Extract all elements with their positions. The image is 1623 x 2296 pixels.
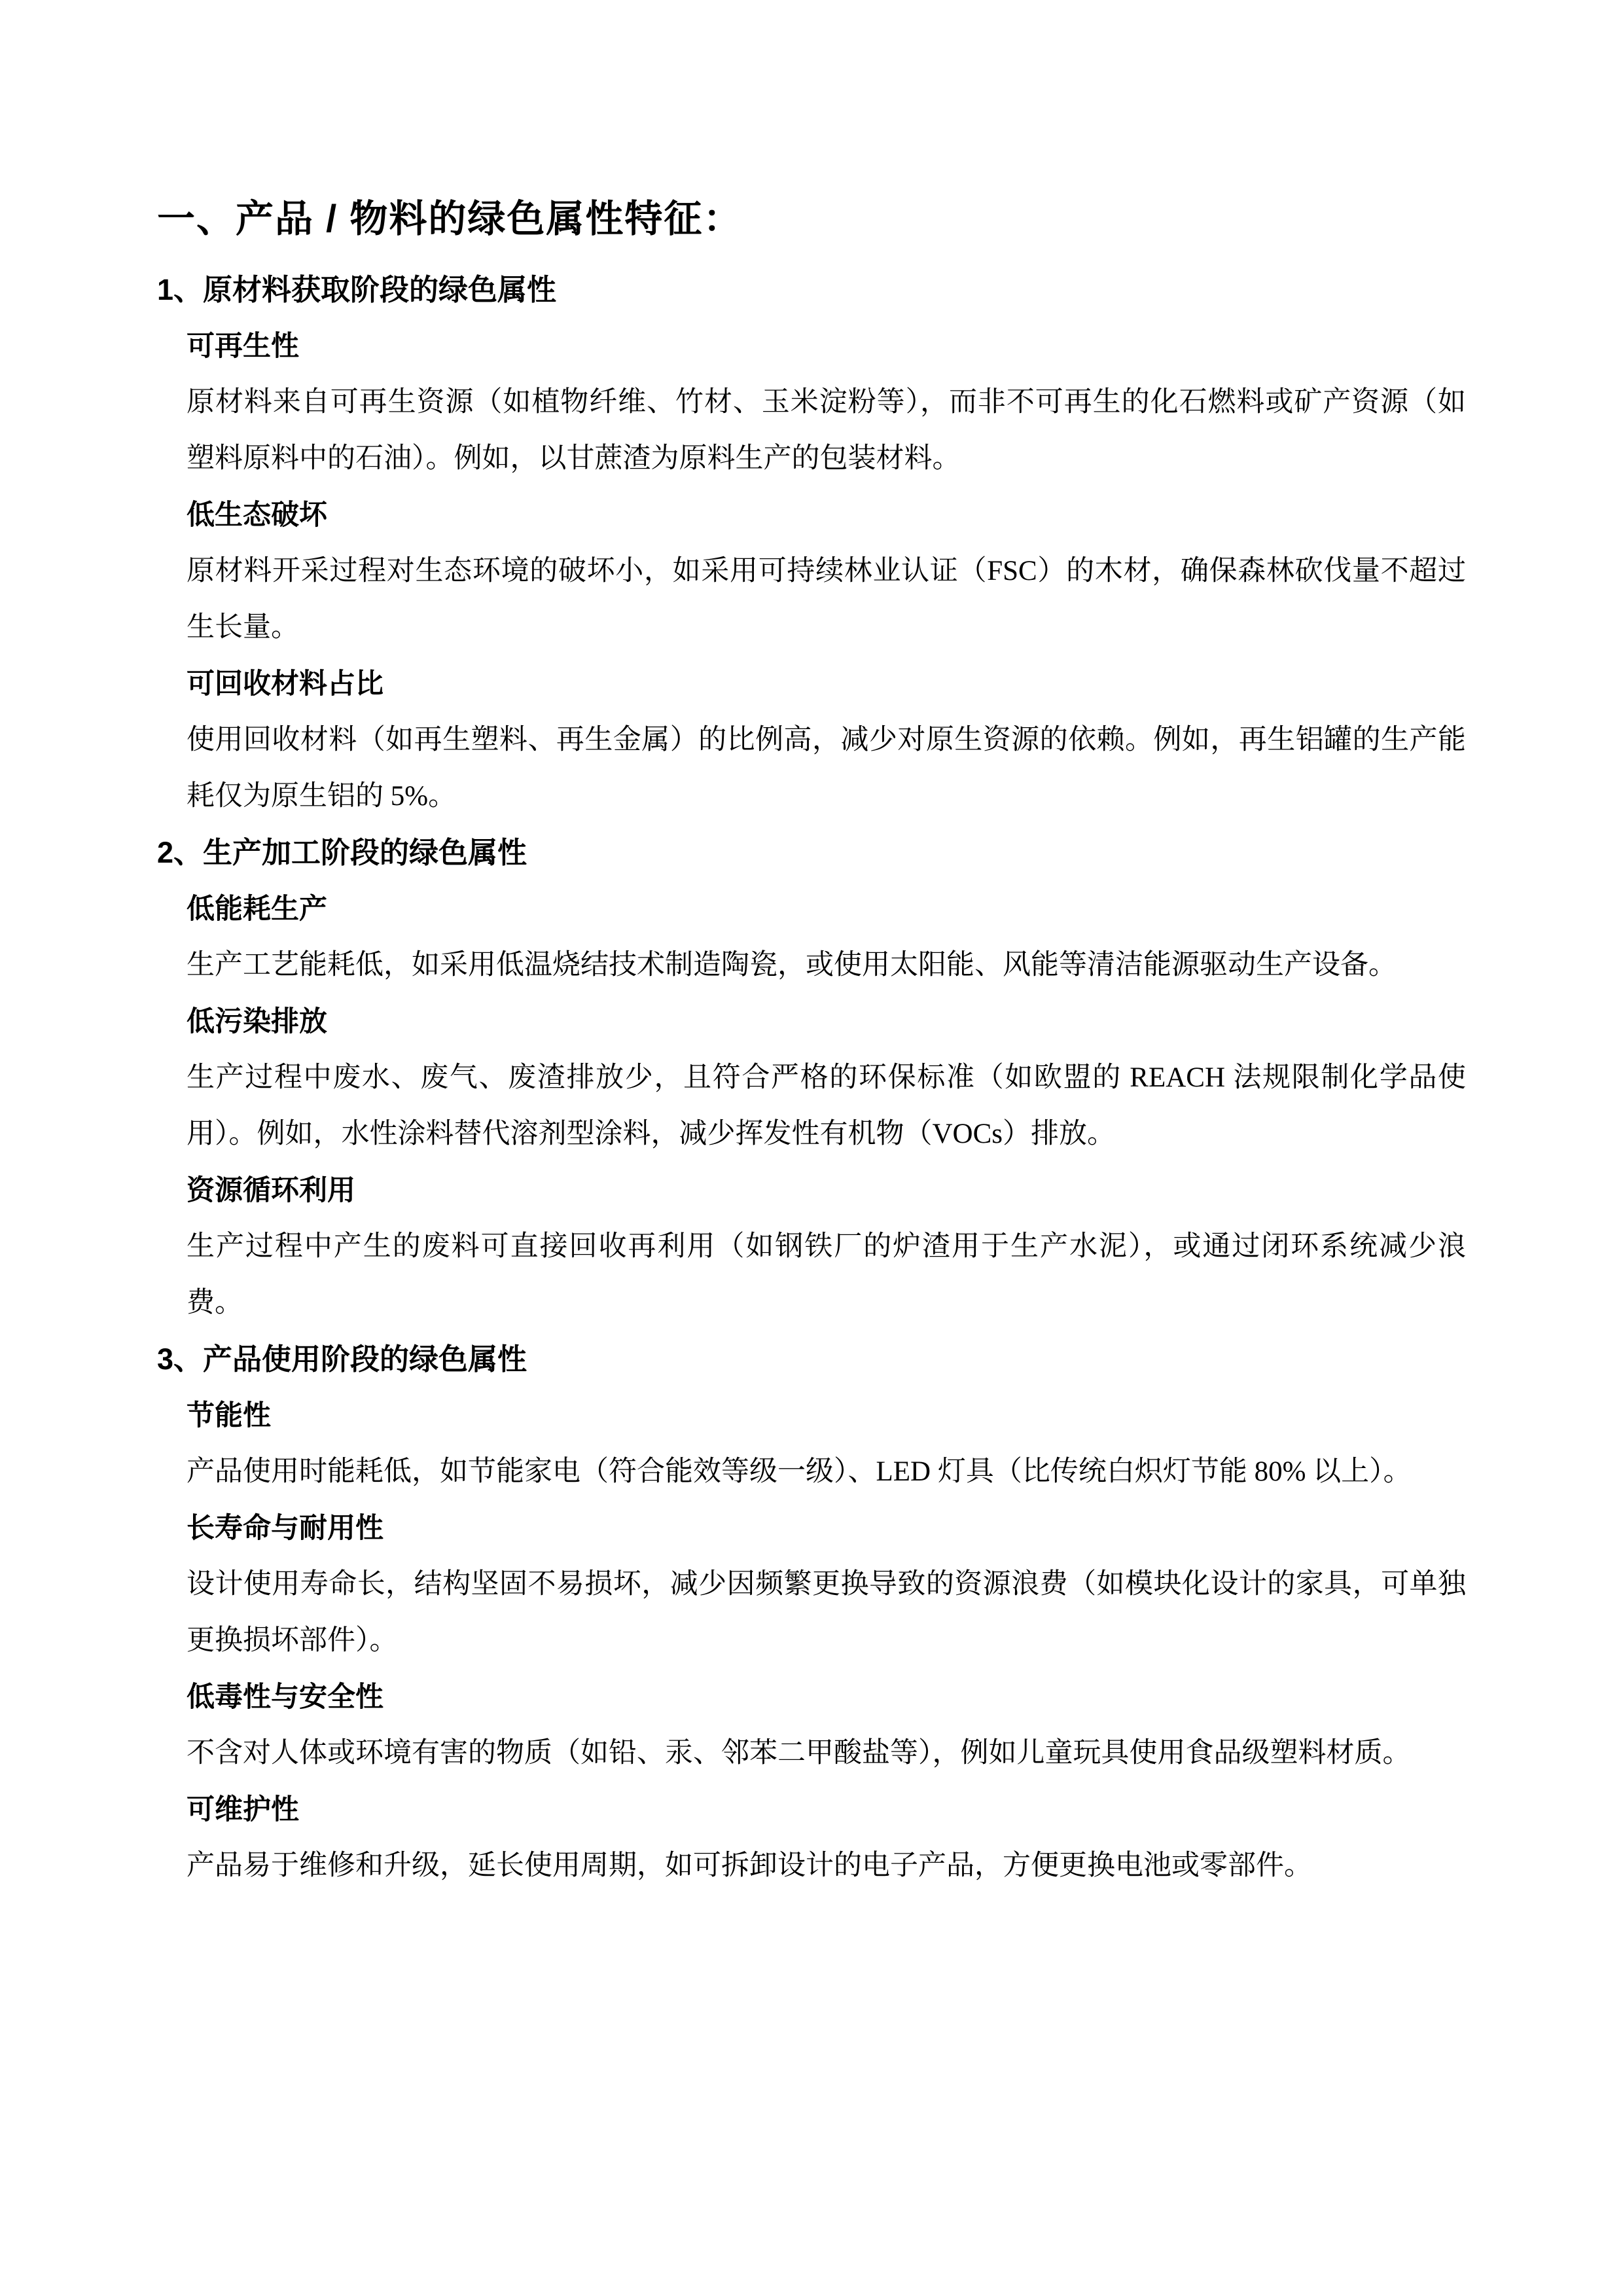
item-subheading: 低毒性与安全性 <box>187 1681 383 1713</box>
item-subheading: 节能性 <box>187 1400 271 1431</box>
item-text: 设计使用寿命长，结构坚固不易损坏，减少因频繁更换导致的资源浪费（如模块化设计的家具，可单独更换损坏部件）。 <box>187 1569 1466 1656</box>
item-subheading: 长寿命与耐用性 <box>187 1513 383 1544</box>
section-heading: 1、原材料获取阶段的绿色属性 <box>157 273 557 306</box>
item-text: 生产过程中废水、废气、废渣排放少，且符合严格的环保标准（如欧盟的 REACH 法规限制化学品使用）。例如，水性涂料替代溶剂型涂料，减少挥发性有机物（VOCs）排放。 <box>187 1062 1466 1149</box>
item-text: 不含对人体或环境有害的物质（如铅、汞、邻苯二甲酸盐等），例如儿童玩具使用食品级塑料材质。 <box>187 1738 1411 1768</box>
item-text: 产品易于维修和升级，延长使用周期，如可拆卸设计的电子产品，方便更换电池或零部件。 <box>187 1850 1312 1881</box>
item-text: 原材料来自可再生资源（如植物纤维、竹材、玉米淀粉等），而非不可再生的化石燃料或矿产资源（如塑料原料中的石油）。例如，以甘蔗渣为原料生产的包装材料。 <box>187 387 1466 474</box>
item-text: 生产过程中产生的废料可直接回收再利用（如钢铁厂的炉渣用于生产水泥），或通过闭环系统减少浪费。 <box>187 1231 1466 1318</box>
item-subheading: 可回收材料占比 <box>187 668 383 700</box>
item-subheading: 资源循环利用 <box>187 1175 355 1206</box>
item-subheading: 可再生性 <box>187 331 299 362</box>
item-subheading: 低污染排放 <box>187 1006 327 1037</box>
item-subheading: 可维护性 <box>187 1794 299 1825</box>
document-content <box>157 262 1466 1894</box>
item-text: 使用回收材料（如再生塑料、再生金属）的比例高，减少对原生资源的依赖。例如，再生铝罐的生产能耗仅为原生铝的 5%。 <box>187 725 1466 812</box>
item-text: 产品使用时能耗低，如节能家电（符合能效等级一级）、LED 灯具（比传统白炽灯节能 80% 以上）。 <box>187 1456 1412 1487</box>
item-text: 生产工艺能耗低，如采用低温烧结技术制造陶瓷，或使用太阳能、风能等清洁能源驱动生产设备。 <box>187 950 1397 980</box>
item-subheading: 低生态破坏 <box>187 499 327 531</box>
page-title: 一、产品 / 物料的绿色属性特征： <box>157 198 743 240</box>
section-heading: 2、生产加工阶段的绿色属性 <box>157 836 527 869</box>
item-subheading: 低能耗生产 <box>187 893 327 925</box>
section-heading: 3、产品使用阶段的绿色属性 <box>157 1342 527 1376</box>
item-text: 原材料开采过程对生态环境的破坏小，如采用可持续林业认证（FSC）的木材，确保森林砍伐量不超过生长量。 <box>187 556 1466 643</box>
